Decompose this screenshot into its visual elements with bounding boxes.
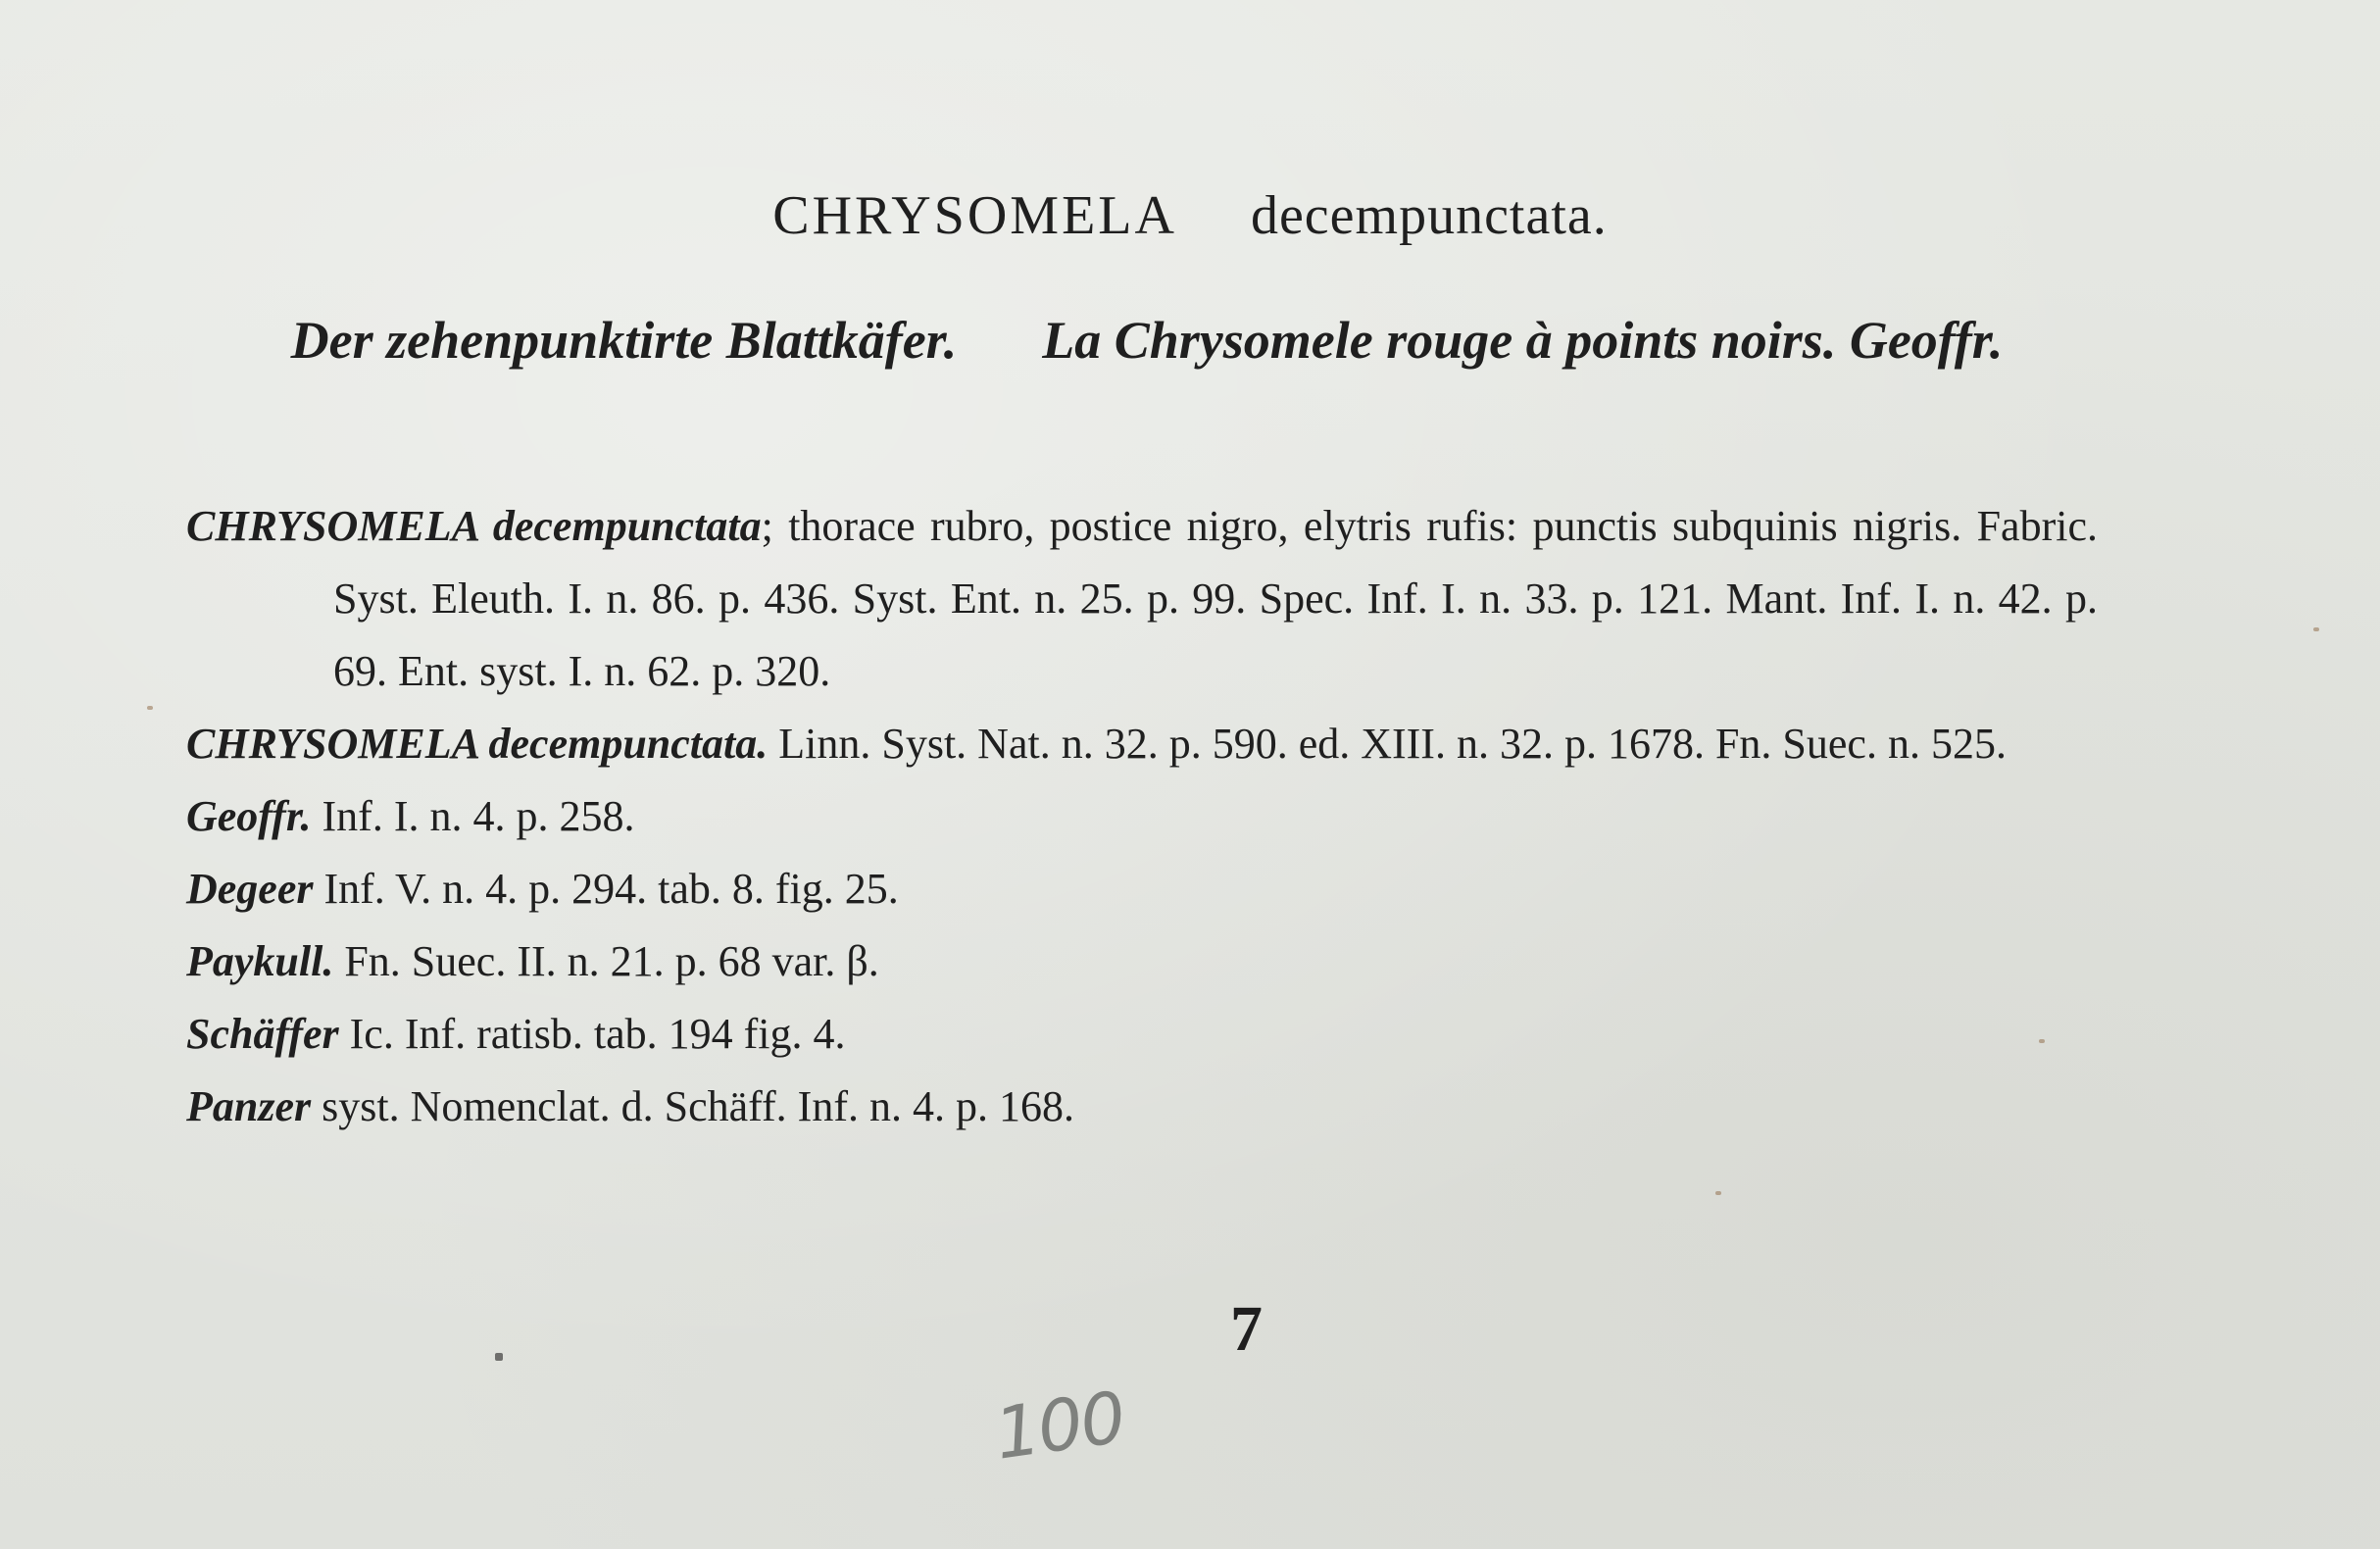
- reference-author: Paykull.: [186, 937, 334, 985]
- french-name-source: Geoffr.: [1849, 311, 2004, 370]
- reference-entry: [186, 998, 2098, 1071]
- paper-speck: [2039, 1039, 2045, 1043]
- reference-entry: [186, 925, 2098, 998]
- reference-text: Linn. Syst. Nat. n. 32. p. 590. ed. XIII. n. 32. p. 1678. Fn. Suec. n. 525.: [768, 720, 2007, 768]
- species-title: [0, 184, 2380, 247]
- reference-text: Inf. V. n. 4. p. 294. tab. 8. fig. 25.: [313, 865, 899, 913]
- reference-author: Degeer: [186, 865, 314, 913]
- reference-entry: [186, 1071, 2098, 1143]
- page-number: 7: [1230, 1293, 1263, 1365]
- reference-author: CHRYSOMELA decempunctata.: [186, 720, 769, 768]
- reference-entry: [186, 780, 2098, 853]
- reference-author: CHRYSOMELA decempunctata: [186, 502, 762, 550]
- reference-author: Geoffr.: [186, 792, 312, 840]
- reference-author: Panzer: [186, 1082, 312, 1130]
- paper-speck: [1715, 1191, 1721, 1195]
- reference-text: Inf. I. n. 4. p. 258.: [311, 792, 635, 840]
- reference-author: Schäffer: [186, 1010, 339, 1058]
- genus-name: CHRYSOMELA: [772, 185, 1177, 246]
- reference-list: [186, 490, 2098, 1143]
- paper-speck: [495, 1353, 503, 1361]
- reference-text: ; thorace rubro, postice nigro, elytris rufis: punctis subquinis nigris. Fabric. Syst. Eleuth. I. n. 86. p. 436. Syst. Ent. n. 25. p. 99. Spec. Inf. I. n. 33. p. 121. Mant. Inf. I. n. 42. p. 69. Ent. syst. I. n. 62. p. 320.: [333, 502, 2098, 695]
- paper-speck: [2313, 627, 2319, 631]
- reference-text: Ic. Inf. ratisb. tab. 194 fig. 4.: [338, 1010, 846, 1058]
- german-common-name: Der zehenpunktirte Blattkäfer.: [290, 311, 958, 370]
- species-name: decempunctata.: [1250, 185, 1608, 246]
- reference-entry: [186, 490, 2098, 708]
- common-names: [265, 296, 2029, 384]
- french-common-name: La Chrysomele rouge à points noirs.: [1042, 311, 1837, 370]
- reference-text: Fn. Suec. II. n. 21. p. 68 var. β.: [333, 937, 879, 985]
- reference-text: syst. Nomenclat. d. Schäff. Inf. n. 4. p. 168.: [311, 1082, 1074, 1130]
- reference-entry: [186, 853, 2098, 925]
- handwritten-note: 100: [989, 1375, 1129, 1475]
- paper-speck: [147, 706, 153, 710]
- reference-entry: [186, 708, 2098, 780]
